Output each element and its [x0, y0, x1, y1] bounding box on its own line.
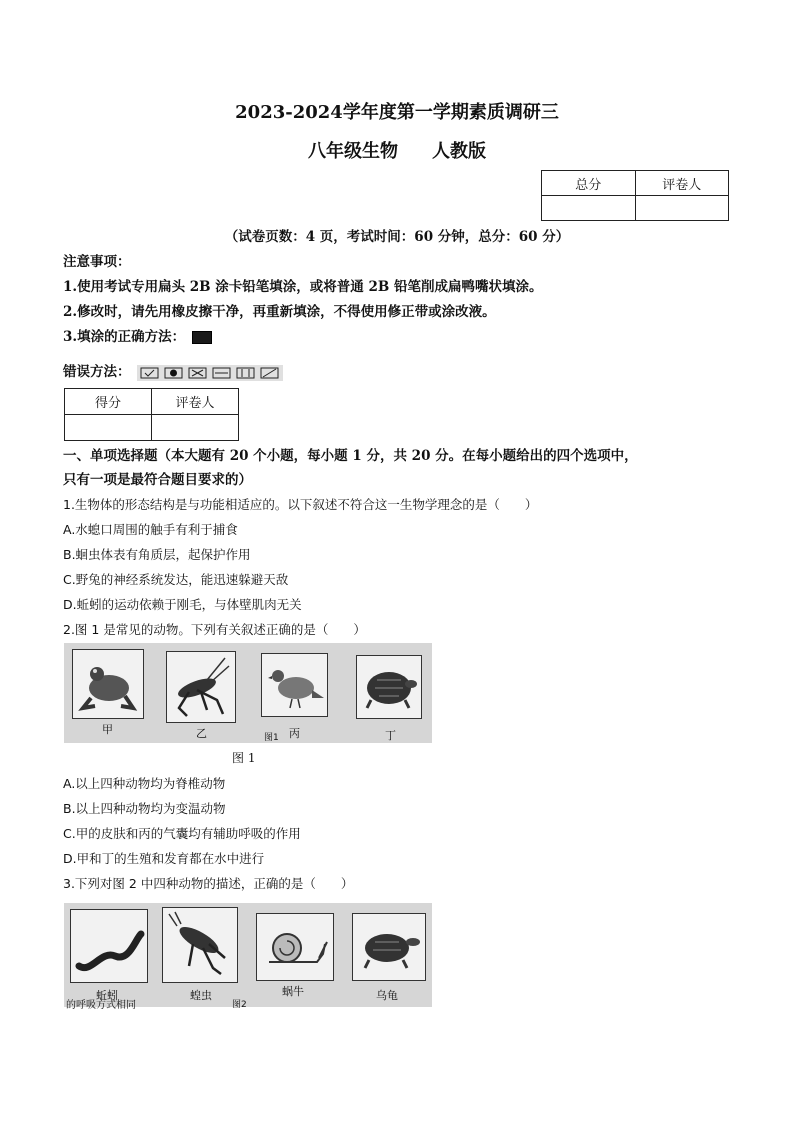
- wrong-method-row: [63, 360, 283, 381]
- snail-icon: [257, 914, 333, 980]
- total-score-cell[interactable]: [542, 196, 636, 221]
- section-grader-cell[interactable]: [152, 415, 239, 441]
- note-item-3: [63, 325, 212, 345]
- question-2-option-d[interactable]: D.甲和丁的生殖和发育都在水中进行: [63, 851, 265, 866]
- section-grader-header: 评卷人: [152, 389, 239, 415]
- earthworm-icon: [71, 910, 147, 982]
- notes-heading: 注意事项：: [63, 254, 131, 270]
- note-item-1: 1.使用考试专用扁头 2B 涂卡铅笔填涂，或将普通 2B 铅笔削成扁鸭嘴状填涂。: [63, 279, 543, 295]
- figure-2-label-locust: 蝗虫: [190, 989, 212, 1002]
- wrong-method-label: 错误方法：: [63, 364, 131, 380]
- frog-icon: [73, 650, 143, 718]
- turtle-icon: [357, 656, 421, 718]
- pigeon-icon: [262, 654, 327, 716]
- figure-2-image: [64, 903, 432, 1011]
- total-score-header: 总分: [542, 171, 636, 196]
- locust-card: [162, 907, 238, 983]
- section-score-header: 得分: [65, 389, 152, 415]
- figure-2-label-snail: 蜗牛: [282, 985, 304, 998]
- exam-title: 2023-2024学年度第一学期素质调研三: [235, 102, 559, 123]
- question-1-stem: 1.生物体的形态结构是与功能相适应的。以下叙述不符合这一生物学理念的是（ ）: [63, 497, 538, 512]
- section1-heading-line2: 只有一项是最符合题目要求的）: [63, 472, 252, 488]
- correct-method-label: 3.填涂的正确方法：: [63, 329, 186, 345]
- grader-cell[interactable]: [635, 196, 729, 221]
- figure-1-label-jia: 甲: [102, 723, 113, 736]
- turtle-card: [356, 655, 422, 719]
- figure-1-label-yi: 乙: [196, 727, 207, 740]
- figure-1-inner-caption: 图1: [264, 733, 279, 743]
- question-1-option-d[interactable]: D.蚯蚓的运动依赖于刚毛，与体壁肌肉无关: [63, 597, 302, 612]
- question-2-stem: 2.图 1 是常见的动物。下列有关叙述正确的是（ ）: [63, 622, 366, 637]
- subject-label: 八年级生物: [308, 141, 398, 162]
- question-3-stem: 3.下列对图 2 中四种动物的描述，正确的是（ ）: [63, 876, 354, 891]
- wrong-marks-icon: [137, 365, 283, 381]
- question-2-option-b[interactable]: B.以上四种动物均为变温动物: [63, 801, 226, 816]
- figure-1-label-ding: 丁: [385, 729, 396, 742]
- question-1-option-c[interactable]: C.野兔的神经系统发达，能迅速躲避天敌: [63, 572, 289, 587]
- figure-2-label-earthworm: 蚯蚓: [96, 989, 118, 1002]
- pigeon-card: [261, 653, 328, 717]
- total-score-table: [541, 170, 729, 221]
- locust-icon: [163, 908, 237, 982]
- section-score-table: [64, 388, 239, 441]
- tortoise-card: [352, 913, 426, 981]
- exam-subtitle: [0, 137, 794, 163]
- figure-2-cut-text: 的呼吸方式相同: [66, 1000, 136, 1011]
- edition-label: 人教版: [432, 141, 486, 162]
- tortoise-icon: [353, 914, 425, 980]
- note-item-2: 2.修改时，请先用橡皮擦干净，再重新填涂，不得使用修正带或涂改液。: [63, 304, 496, 320]
- grader-header: 评卷人: [635, 171, 729, 196]
- figure-1-caption: 图 1: [232, 751, 256, 765]
- earthworm-card: [70, 909, 148, 983]
- frog-card: [72, 649, 144, 719]
- figure-2-label-tortoise: 乌龟: [376, 989, 398, 1002]
- section-score-cell[interactable]: [65, 415, 152, 441]
- figure-2-inner-caption: 图2: [232, 1000, 247, 1010]
- question-1-option-a[interactable]: A.水螅口周围的触手有利于捕食: [63, 522, 238, 537]
- grasshopper-icon: [167, 652, 235, 722]
- filled-mark-icon: [192, 331, 212, 344]
- grasshopper-card: [166, 651, 236, 723]
- question-2-option-c[interactable]: C.甲的皮肤和丙的气囊均有辅助呼吸的作用: [63, 826, 301, 841]
- question-2-option-a[interactable]: A.以上四种动物均为脊椎动物: [63, 776, 226, 791]
- section1-heading-line1: 一、单项选择题（本大题有 20 个小题，每小题 1 分，共 20 分。在每小题给出的四个选项中，: [63, 448, 638, 464]
- snail-card: [256, 913, 334, 981]
- question-1-option-b[interactable]: B.蛔虫体表有角质层，起保护作用: [63, 547, 251, 562]
- figure-1-image: [64, 643, 432, 743]
- figure-1-label-bing: 丙: [289, 727, 300, 740]
- exam-info: （试卷页数：4 页，考试时间：60 分钟，总分：60 分）: [224, 229, 570, 245]
